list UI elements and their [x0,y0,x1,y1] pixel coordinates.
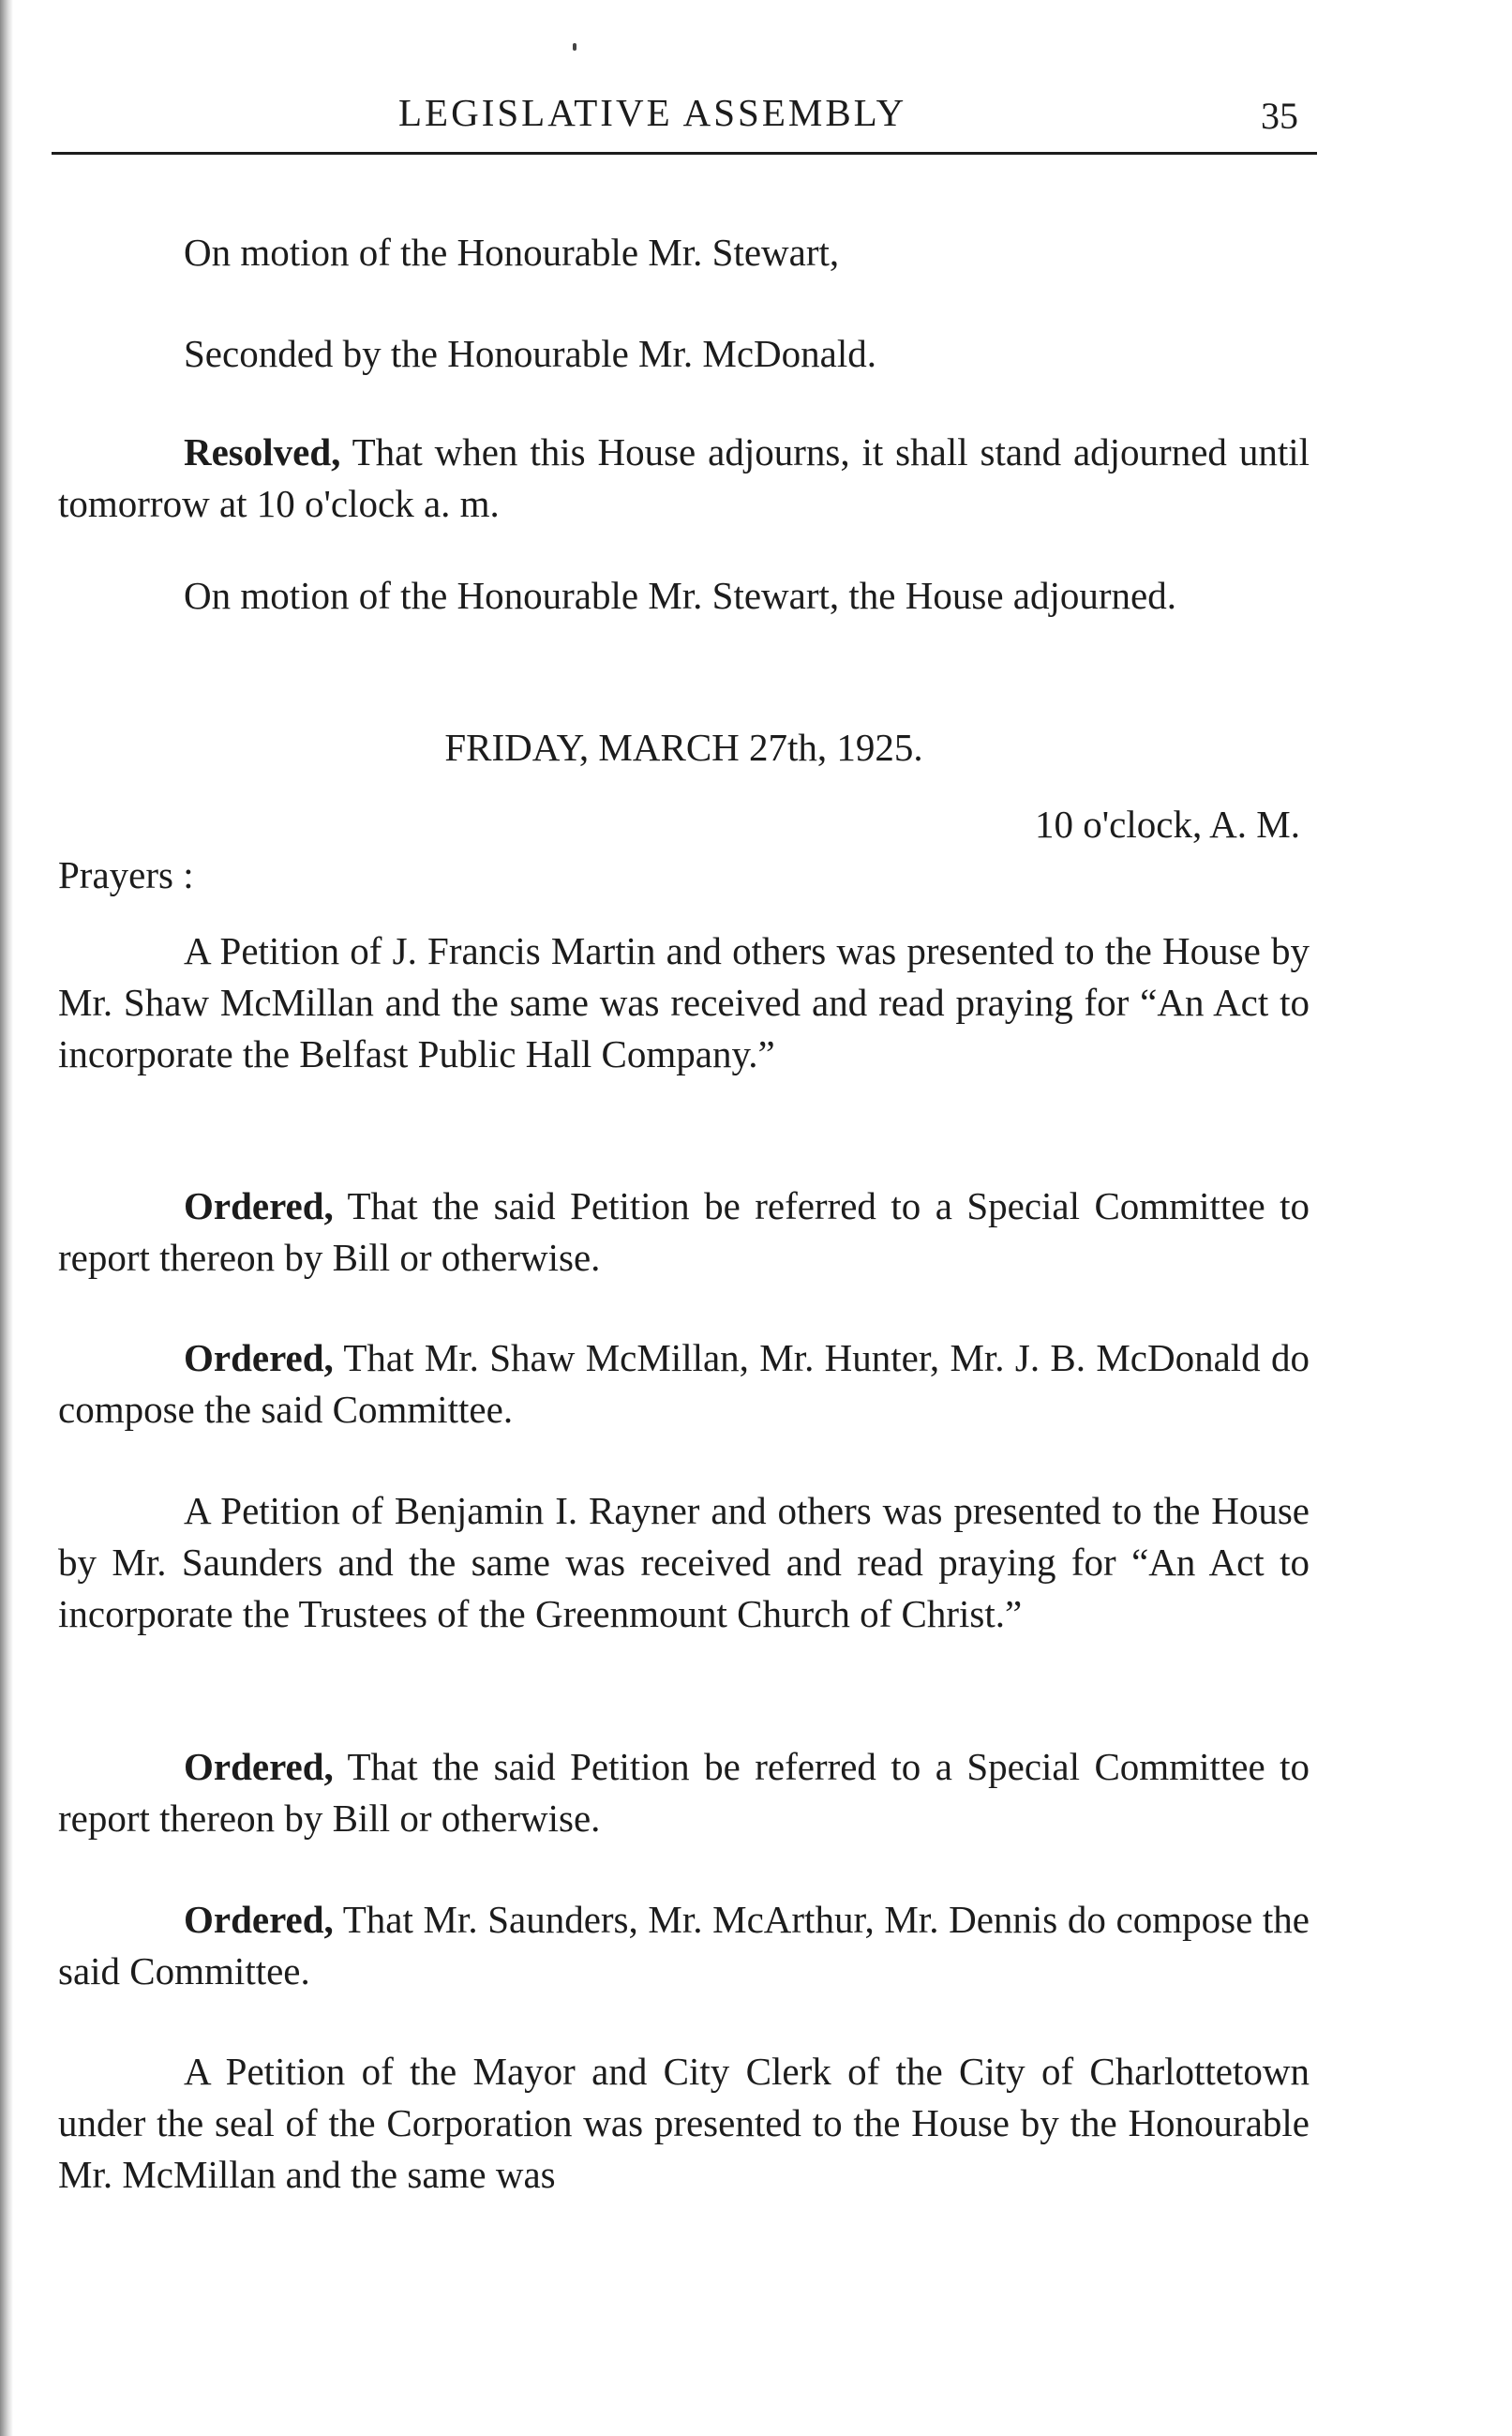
entry-lead: Ordered, [184,1745,334,1788]
entry-text: That Mr. Shaw McMillan, Mr. Hunter, Mr. J. B. McDonald do compose the said Committee. [58,1336,1310,1431]
page-spine-shadow [0,0,13,2436]
entry-text: That the said Petition be referred to a Special Committee to report thereon by Bill or otherwise. [58,1184,1310,1279]
entry-lead: Ordered, [184,1898,334,1941]
entry-ordered-committee-2 [58,1894,1310,1997]
paragraph-resolved [58,427,1310,530]
paragraph-motion [58,227,1310,278]
entry-ordered-referred [58,1180,1310,1284]
entry-lead: Ordered, [184,1336,334,1379]
entry-text: A Petition of Benjamin I. Rayner and others was presented to the House by Mr. Saunders and the same was received and read praying for “An Act to incorporate the Trustees of the Greenmount Church of Christ.” [58,1489,1310,1635]
entry-petition-martin [58,925,1310,1080]
header-title: LEGISLATIVE ASSEMBLY [398,91,907,134]
entry-petition-mayor [58,2046,1310,2201]
paragraph-text: On motion of the Honourable Mr. Stewart, the House adjourned. [184,574,1176,617]
paragraph-adjourned [58,570,1310,622]
entry-text: That the said Petition be referred to a Special Committee to report thereon by Bill or otherwise. [58,1745,1310,1840]
entry-text: A Petition of J. Francis Martin and others was presented to the House by Mr. Shaw McMillan and the same was received and read praying for “An Act to incorporate the Belfast Public Hall Company.” [58,929,1310,1075]
paragraph-lead: Resolved, [184,430,341,474]
paragraph-seconded [58,328,1310,380]
entry-lead: Ordered, [184,1184,334,1227]
entry-ordered-referred-2 [58,1741,1310,1844]
entry-petition-rayner [58,1485,1310,1640]
paragraph-text: That when this House adjourns, it shall stand adjourned until tomorrow at 10 o'clock a. m. [58,430,1310,525]
prayers-line [58,850,1310,901]
date-heading: FRIDAY, MARCH 27th, 1925. [444,726,923,769]
time-line: 10 o'clock, A. M. [1035,803,1300,846]
paragraph-text: Seconded by the Honourable Mr. McDonald. [184,332,876,375]
entry-ordered-committee [58,1332,1310,1436]
running-header [52,86,1317,155]
entry-text: A Petition of the Mayor and City Clerk of the City of Charlottetown under the seal of the Corporation was presented to the House by the Honourable Mr. McMillan and the same was [58,2050,1310,2196]
entry-text: That Mr. Saunders, Mr. McArthur, Mr. Dennis do compose the said Committee. [58,1898,1310,1992]
page-number: 35 [1261,95,1298,137]
prayers-text: Prayers : [58,853,194,896]
print-mark [573,43,576,51]
paragraph-text: On motion of the Honourable Mr. Stewart, [184,231,840,274]
